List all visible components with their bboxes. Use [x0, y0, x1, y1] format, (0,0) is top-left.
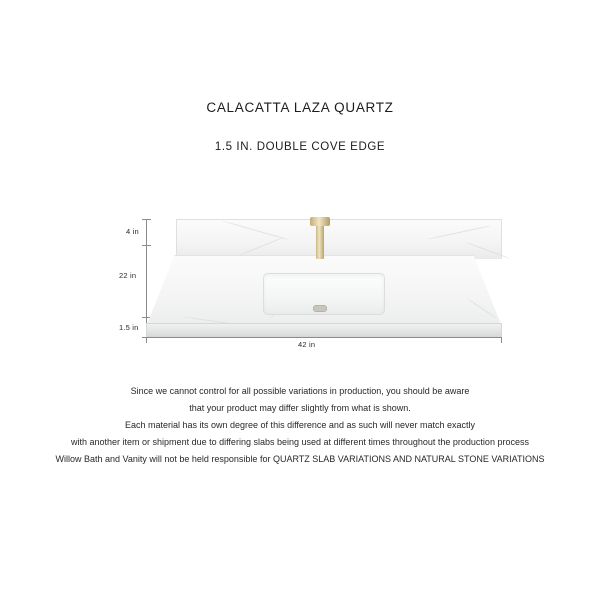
sink-drain — [313, 305, 327, 312]
backsplash-panel — [176, 219, 502, 259]
dimension-edge-thickness: 1.5 in — [119, 323, 139, 332]
disclaimer-line-2: that your product may differ slightly from what is shown. — [189, 403, 411, 413]
title-block — [0, 100, 600, 153]
dimension-width: 42 in — [298, 340, 316, 349]
marble-vein — [428, 225, 491, 239]
disclaimer-line-5: Willow Bath and Vanity will not be held responsible for QUARTZ SLAB VARIATIONS AND NATURAL STONE VARIATIONS — [55, 454, 545, 464]
width-dimension-line — [146, 337, 502, 338]
disclaimer-line-1: Since we cannot control for all possible variations in production, you should be aware — [130, 386, 470, 396]
faucet-spout-icon — [310, 217, 330, 226]
double-cove-front-edge — [146, 323, 502, 337]
marble-vein — [239, 237, 284, 256]
edge-profile-subtitle: 1.5 IN. DOUBLE COVE EDGE — [214, 141, 386, 153]
page-title: CALACATTA LAZA QUARTZ — [206, 100, 394, 115]
dimension-depth: 22 in — [119, 271, 137, 280]
vanity-top-illustration — [146, 215, 502, 337]
product-drawing — [90, 205, 510, 360]
marble-vein — [468, 299, 497, 319]
faucet-icon — [316, 225, 324, 259]
disclaimer-line-4: with another item or shipment due to differing slabs being used at different times throughout the production process — [71, 437, 529, 447]
disclaimer-block — [0, 383, 600, 468]
disclaimer-line-3: Each material has its own degree of this difference and as such will never match exactly — [124, 420, 475, 430]
dimension-backsplash-height: 4 in — [126, 227, 139, 236]
